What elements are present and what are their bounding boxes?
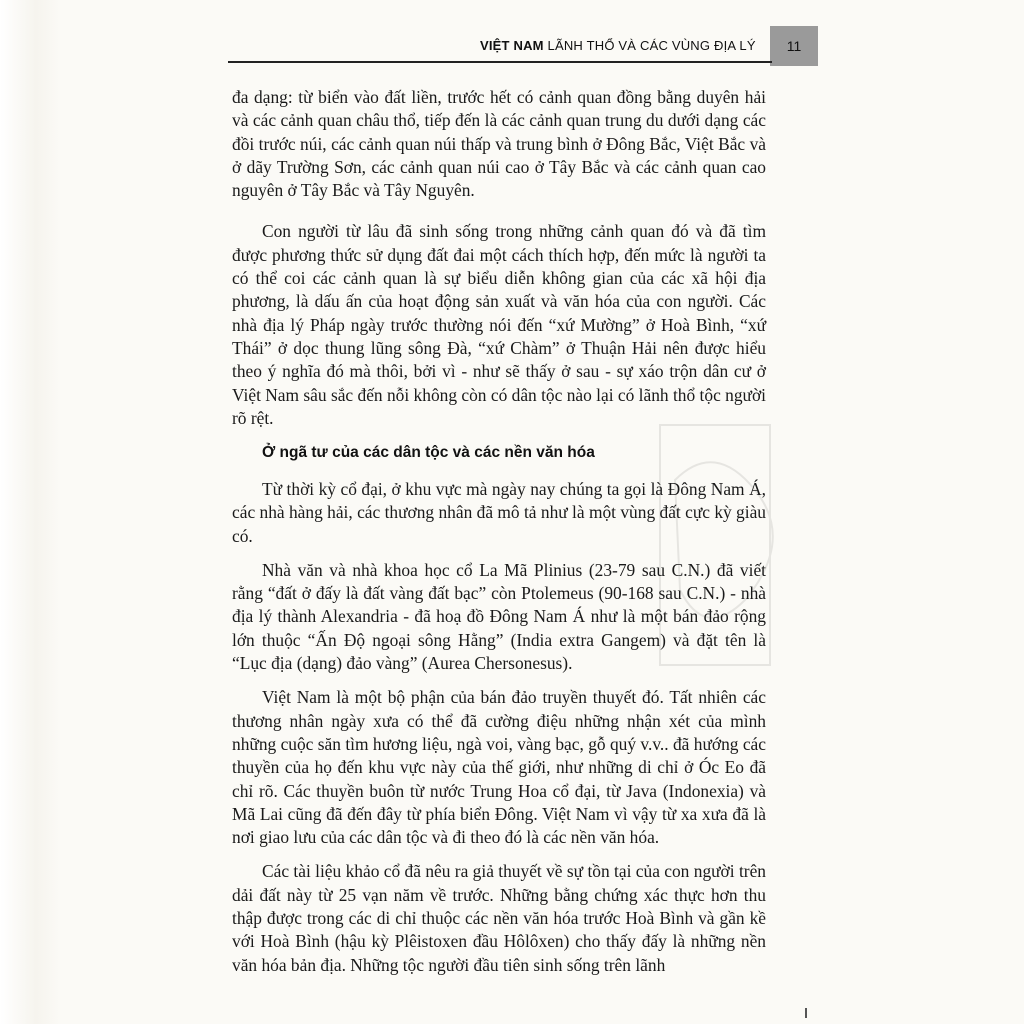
header-rule (228, 61, 772, 63)
body-text-top (232, 86, 766, 430)
paragraph: đa dạng: từ biển vào đất liền, trước hết có cảnh quan đồng bằng duyên hải và các cảnh quan châu thổ, tiếp đến là các cảnh quan trung du dưới dạng các đồi trước núi, các cảnh quan núi thấp và trung bình ở Đông Bắc, Việt Bắc và ở dãy Trường Sơn, các cảnh quan núi cao ở Tây Bắc và các cảnh quan cao nguyên ở Tây Bắc và Tây Nguyên. (232, 87, 766, 201)
paragraph: Từ thời kỳ cổ đại, ở khu vực mà ngày nay chúng ta gọi là Đông Nam Á, các nhà hàng hải, các thương nhân đã mô tả như là một vùng đất cực kỳ giàu có. (232, 479, 766, 546)
paragraph: Việt Nam là một bộ phận của bán đảo truyền thuyết đó. Tất nhiên các thương nhân ngày xưa có thể đã cường điệu những nhận xét của mình những cuộc săn tìm hương liệu, ngà voi, vàng bạc, gỗ quý v.v.. đã hướng các thuyền của họ đến khu vực này của thế giới, như những di chỉ ở Óc Eo đã chỉ rõ. Các thuyền buôn từ nước Trung Hoa cổ đại, từ Java (Indonexia) và Mã Lai cũng đã đến đây từ phía biển Đông. Việt Nam vì vậy từ xa xưa đã là nơi giao lưu của các dân tộc và đi theo đó là các nền văn hóa. (232, 687, 766, 848)
paragraph: Các tài liệu khảo cổ đã nêu ra giả thuyết về sự tồn tại của con người trên dải đất này từ 25 vạn năm về trước. Những bằng chứng xác thực hơn thu thập được trong các di chỉ thuộc các nền văn hóa trước Hoà Bình và gần kề với Hoà Bình (hậu kỳ Plêistoxen đầu Hôlôxen) cho thấy đấy là những nền văn hóa bản địa. Những tộc người đầu tiên sinh sống trên lãnh (232, 861, 766, 975)
section-heading: Ở ngã tư của các dân tộc và các nền văn hóa (262, 444, 595, 461)
page-number: 11 (770, 26, 818, 66)
body-text-bottom (232, 478, 766, 977)
running-head: VIỆT NAM LÃNH THỔ VÀ CÁC VÙNG ĐỊA LÝ (480, 38, 756, 53)
page-gutter-shadow (0, 0, 60, 1024)
paragraph: Con người từ lâu đã sinh sống trong những cảnh quan đó và đã tìm được phương thức sử dụng đất đai một cách thích hợp, đến mức là người ta có thể coi các cảnh quan là sự biểu diễn không gian của các xã hội địa phương, là dấu ấn của hoạt động sản xuất và văn hóa của con người. Các nhà địa lý Pháp ngày trước thường nói đến “xứ Mường” ở Hoà Bình, “xứ Thái” ở dọc thung lũng sông Đà, “xứ Chàm” ở Thuận Hải nên được hiểu theo ý nghĩa đó mà thôi, bởi vì - như sẽ thấy ở sau - sự xáo trộn dân cư ở Việt Nam sâu sắc đến nỗi không còn có dân tộc nào lại có lãnh thổ tộc người rõ rệt. (232, 221, 766, 428)
paragraph: Nhà văn và nhà khoa học cổ La Mã Plinius (23-79 sau C.N.) đã viết rằng “đất ở đấy là đất vàng đất bạc” còn Ptolemeus (90-168 sau C.N.) - nhà địa lý thành Alexandria - đã hoạ đồ Đông Nam Á như là một bán đảo rộng lớn thuộc “Ấn Độ ngoại sông Hằng” (India extra Gangem) và đặt tên là “Lục địa (dạng) đảo vàng” (Aurea Chersonesus). (232, 559, 766, 674)
page-edge-mark (805, 1008, 807, 1018)
